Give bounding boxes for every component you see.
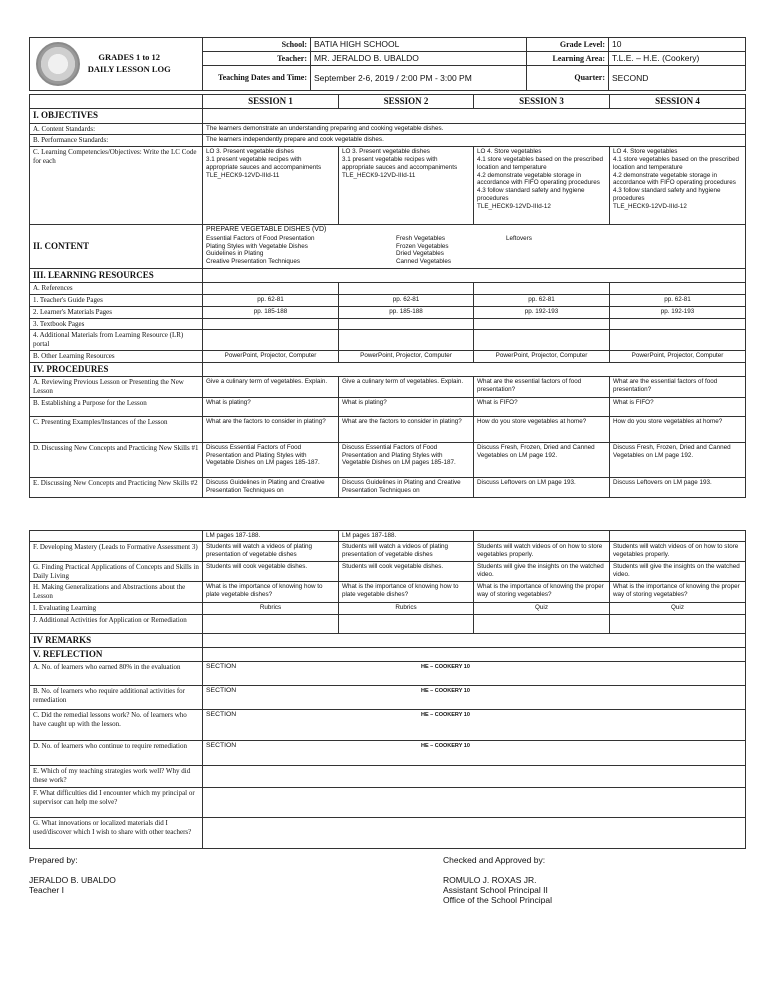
content-topic: Canned Vegetables [396, 258, 451, 266]
procedure-cell: Discuss Essential Factors of Food Presentation and Plating Styles with Vegetable Dishes on LM pages 185-187. [203, 442, 339, 477]
resource-cell [339, 330, 474, 351]
session-header-2: SESSION 2 [339, 95, 474, 109]
reflection-row-label: D. No. of learners who continue to require remediation [30, 741, 203, 766]
procedure-row-label: A. Reviewing Previous Lesson or Presenting the New Lesson [30, 376, 203, 397]
grade-value: 10 [609, 38, 746, 52]
header-title-cell [30, 38, 203, 91]
resource-cell [474, 330, 610, 351]
procedure-cell: Rubrics [203, 602, 339, 614]
procedure-cell: LM pages 187-188. [339, 531, 474, 542]
procedure-cell: LM pages 187-188. [203, 531, 339, 542]
objectives-blank [203, 109, 746, 123]
subject-label: HE – COOKERY 10 [421, 664, 470, 671]
grade-label: Grade Level: [527, 38, 609, 52]
procedure-cell: Discuss Essential Factors of Food Presentation and Plating Styles with Vegetable Dishes on LM pages 185-187. [339, 442, 474, 477]
procedure-cell [610, 614, 746, 633]
procedure-row-label: H. Making Generalizations and Abstractions about the Lesson [30, 582, 203, 603]
procedures-blank [203, 362, 746, 376]
reflection-row-label: F. What difficulties did I encounter which my principal or supervisor can help me solve? [30, 788, 203, 818]
references-label: A. References [30, 283, 203, 295]
resource-cell: pp. 192-193 [610, 306, 746, 318]
section-word: SECTION [206, 742, 237, 750]
resource-cell: pp. 62-81 [610, 295, 746, 307]
content-standards-label: A. Content Standards: [30, 123, 203, 135]
procedure-cell: What is FIFO? [474, 397, 610, 416]
checked-by-title: Assistant School Principal II [443, 885, 548, 896]
competency-cell: LO 3. Present vegetable dishes 3.1 present vegetable recipes with appropriate sauces and accompaniments TLE_HECK9-12VD-IIId-11 [339, 147, 474, 225]
procedure-cell: What are the factors to consider in plating? [339, 416, 474, 442]
procedure-cell: Students will watch videos of on how to store vegetables properly. [474, 541, 610, 561]
procedure-cell: What is FIFO? [610, 397, 746, 416]
area-label: Learning Area: [527, 52, 609, 66]
procedure-cell: Discuss Fresh, Frozen, Dried and Canned Vegetables on LM page 192. [474, 442, 610, 477]
prepared-by-title: Teacher I [29, 885, 64, 896]
competency-cell: LO 4. Store vegetables 4.1 store vegetables based on the prescribed location and temperature 4.2 demonstrate vegetable storage in accordance with FIFO operating procedures 4.3 follow standard safety and hygiene procedures TLE_HECK9-12VD-IIId-12 [610, 147, 746, 225]
procedure-cell [339, 614, 474, 633]
procedure-row-label: C. Presenting Examples/Instances of the Lesson [30, 416, 203, 442]
corner-cell [30, 95, 203, 109]
procedure-cell: Give a culinary term of vegetables. Explain. [339, 376, 474, 397]
content-topic: Creative Presentation Techniques [206, 258, 301, 266]
reflection-row-label: G. What innovations or localized materials did I used/discover which I wish to share with other teachers? [30, 818, 203, 849]
session-header-3: SESSION 3 [474, 95, 610, 109]
content-topic: Frozen Vegetables [396, 242, 449, 250]
remarks-blank [203, 633, 746, 647]
performance-standards-label: B. Performance Standards: [30, 135, 203, 147]
procedure-row-label: F. Developing Mastery (Leads to Formative Assessment 3) [30, 541, 203, 561]
school-label: School: [203, 38, 311, 52]
content-heading: II. CONTENT [30, 225, 203, 269]
checked-by-label: Checked and Approved by: [443, 855, 546, 865]
procedure-cell: Give a culinary term of vegetables. Explain. [203, 376, 339, 397]
dates-label: Teaching Dates and Time: [203, 66, 311, 91]
header-table [29, 37, 746, 91]
procedure-cell: What are the factors to consider in plating? [203, 416, 339, 442]
procedure-cell: How do you store vegetables at home? [610, 416, 746, 442]
objectives-heading: I. OBJECTIVES [30, 109, 203, 123]
subject-label: HE – COOKERY 10 [421, 712, 470, 719]
content-topic: Essential Factors of Food Presentation [206, 234, 315, 242]
content-topic: Guidelines in Plating [206, 250, 264, 258]
content-cell [203, 225, 746, 269]
procedure-cell: What is plating? [203, 397, 339, 416]
competency-cell: LO 4. Store vegetables 4.1 store vegetables based on the prescribed location and temperature 4.2 demonstrate vegetable storage in accordance with FIFO operating procedures 4.3 follow standard safety and hygiene procedures TLE_HECK9-12VD-IIId-12 [474, 147, 610, 225]
session-header-4: SESSION 4 [610, 95, 746, 109]
resources-blank [203, 269, 746, 283]
procedure-cell: Discuss Fresh, Frozen, Dried and Canned Vegetables on LM page 192. [610, 442, 746, 477]
resource-cell: PowerPoint, Projector, Computer [339, 350, 474, 362]
procedure-cell: What is the importance of knowing how to plate vegetable dishes? [203, 582, 339, 603]
content-topic: Fresh Vegetables [396, 234, 446, 242]
reflection-cell [203, 741, 746, 766]
content-topic: Leftovers [506, 234, 532, 242]
reflection-cell [203, 686, 746, 710]
procedure-cell: What are the essential factors of food presentation? [610, 376, 746, 397]
reflection-blank [203, 647, 746, 661]
reflection-cell [203, 766, 746, 788]
prepared-by-block [29, 875, 116, 895]
subject-label: HE – COOKERY 10 [421, 743, 470, 750]
blank-cell [610, 283, 746, 295]
resource-cell [610, 330, 746, 351]
procedure-row-label: I. Evaluating Learning [30, 602, 203, 614]
procedure-cell: Discuss Leftovers on LM page 193. [610, 477, 746, 497]
procedure-cell [610, 531, 746, 542]
lesson-log-table-part1 [29, 94, 746, 498]
procedure-cell: What is the importance of knowing how to plate vegetable dishes? [339, 582, 474, 603]
procedures-heading: IV. PROCEDURES [30, 362, 203, 376]
blank-cell [339, 283, 474, 295]
resource-cell: pp. 62-81 [339, 295, 474, 307]
resource-row-label: 3. Textbook Pages [30, 318, 203, 330]
resource-row-label: 4. Additional Materials from Learning Resource (LR) portal [30, 330, 203, 351]
reflection-heading: V. REFLECTION [30, 647, 203, 661]
school-value: BATIA HIGH SCHOOL [311, 38, 527, 52]
reflection-row-label: B. No. of learners who require additional activities for remediation [30, 686, 203, 710]
procedure-cell: Discuss Guidelines in Plating and Creative Presentation Techniques on [339, 477, 474, 497]
procedure-cell [474, 614, 610, 633]
procedure-cell [474, 531, 610, 542]
procedure-cell: Students will cook vegetable dishes. [203, 561, 339, 582]
log-title-line2: DAILY LESSON LOG [87, 64, 171, 74]
checked-by-block [443, 875, 552, 906]
procedure-cell: Students will cook vegetable dishes. [339, 561, 474, 582]
procedure-cell: Rubrics [339, 602, 474, 614]
procedure-cell [203, 614, 339, 633]
dates-value: September 2-6, 2019 / 2:00 PM - 3:00 PM [311, 66, 527, 91]
subject-label: HE – COOKERY 10 [421, 688, 470, 695]
reflection-cell [203, 818, 746, 849]
resource-cell [610, 318, 746, 330]
area-value: T.L.E. – H.E. (Cookery) [609, 52, 746, 66]
procedure-cell: Quiz [610, 602, 746, 614]
prepared-by-label: Prepared by: [29, 855, 78, 865]
remarks-heading: IV REMARKS [30, 633, 203, 647]
procedure-cell: What is the importance of knowing the proper way of storing vegetables? [610, 582, 746, 603]
competencies-label: C. Learning Competencies/Objectives: Write the LC Code for each [30, 147, 203, 225]
procedure-cell: Students will watch a videos of plating presentation of vegetable dishes [203, 541, 339, 561]
quarter-value: SECOND [609, 66, 746, 91]
prepared-by-name: JERALDO B. UBALDO [29, 875, 116, 885]
reflection-row-label: C. Did the remedial lessons work? No. of learners who have caught up with the lesson. [30, 710, 203, 741]
procedure-cell: Students will watch a videos of plating presentation of vegetable dishes [339, 541, 474, 561]
content-topic: Plating Styles with Vegetable Dishes [206, 242, 308, 250]
blank-cell [30, 531, 203, 542]
resource-cell: pp. 62-81 [203, 295, 339, 307]
quarter-label: Quarter: [527, 66, 609, 91]
teacher-label: Teacher: [203, 52, 311, 66]
procedure-row-label: J. Additional Activities for Application or Remediation [30, 614, 203, 633]
resource-cell: pp. 62-81 [474, 295, 610, 307]
procedure-cell: How do you store vegetables at home? [474, 416, 610, 442]
competency-cell: LO 3. Present vegetable dishes 3.1 present vegetable recipes with appropriate sauces and accompaniments TLE_HECK9-12VD-IIId-11 [203, 147, 339, 225]
resource-row-label: B. Other Learning Resources [30, 350, 203, 362]
procedure-cell: Discuss Leftovers on LM page 193. [474, 477, 610, 497]
resource-cell: PowerPoint, Projector, Computer [474, 350, 610, 362]
blank-cell [474, 283, 610, 295]
resource-cell [339, 318, 474, 330]
procedure-cell: Students will give the insights on the watched video. [474, 561, 610, 582]
procedure-cell: What is the importance of knowing the proper way of storing vegetables? [474, 582, 610, 603]
resource-cell: pp. 192-193 [474, 306, 610, 318]
section-word: SECTION [206, 663, 237, 671]
procedure-row-label: D. Discussing New Concepts and Practicing New Skills #1 [30, 442, 203, 477]
resource-cell [474, 318, 610, 330]
resource-row-label: 2. Learner's Materials Pages [30, 306, 203, 318]
procedure-row-label: B. Establishing a Purpose for the Lesson [30, 397, 203, 416]
resource-cell: PowerPoint, Projector, Computer [203, 350, 339, 362]
lesson-log-table-part2 [29, 530, 746, 849]
blank-cell [203, 283, 339, 295]
procedure-cell: Discuss Guidelines in Plating and Creative Presentation Techniques on [203, 477, 339, 497]
procedure-cell: What are the essential factors of food presentation? [474, 376, 610, 397]
procedure-row-label: E. Discussing New Concepts and Practicing New Skills #2 [30, 477, 203, 497]
content-standards-text: The learners demonstrate an understanding preparing and cooking vegetable dishes. [203, 123, 746, 135]
procedure-cell: What is plating? [339, 397, 474, 416]
reflection-cell [203, 710, 746, 741]
resource-cell: pp. 185-188 [339, 306, 474, 318]
procedure-cell: Quiz [474, 602, 610, 614]
content-title: PREPARE VEGETABLE DISHES (VD) [206, 226, 327, 233]
reflection-row-label: E. Which of my teaching strategies work well? Why did these work? [30, 766, 203, 788]
procedure-cell: Students will watch videos of on how to store vegetables properly. [610, 541, 746, 561]
reflection-cell [203, 662, 746, 686]
session-header-1: SESSION 1 [203, 95, 339, 109]
reflection-cell [203, 788, 746, 818]
resource-cell [203, 318, 339, 330]
teacher-value: MR. JERALDO B. UBALDO [311, 52, 527, 66]
resource-cell: PowerPoint, Projector, Computer [610, 350, 746, 362]
section-word: SECTION [206, 687, 237, 695]
checked-by-name: ROMULO J. ROXAS JR. [443, 875, 537, 885]
log-title-line1: GRADES 1 to 12 [98, 52, 161, 63]
procedure-cell: Students will give the insights on the watched video. [610, 561, 746, 582]
resource-cell [203, 330, 339, 351]
resource-row-label: 1. Teacher's Guide Pages [30, 295, 203, 307]
section-word: SECTION [206, 711, 237, 719]
resource-cell: pp. 185-188 [203, 306, 339, 318]
checked-by-office: Office of the School Principal [443, 895, 552, 906]
reflection-row-label: A. No. of learners who earned 80% in the evaluation [30, 662, 203, 686]
content-topic: Dried Vegetables [396, 250, 444, 258]
deped-seal-logo [36, 42, 80, 86]
procedure-row-label: G. Finding Practical Applications of Concepts and Skills in Daily Living [30, 561, 203, 582]
resources-heading: III. LEARNING RESOURCES [30, 269, 203, 283]
performance-standards-text: The learners independently prepare and cook vegetable dishes. [203, 135, 746, 147]
